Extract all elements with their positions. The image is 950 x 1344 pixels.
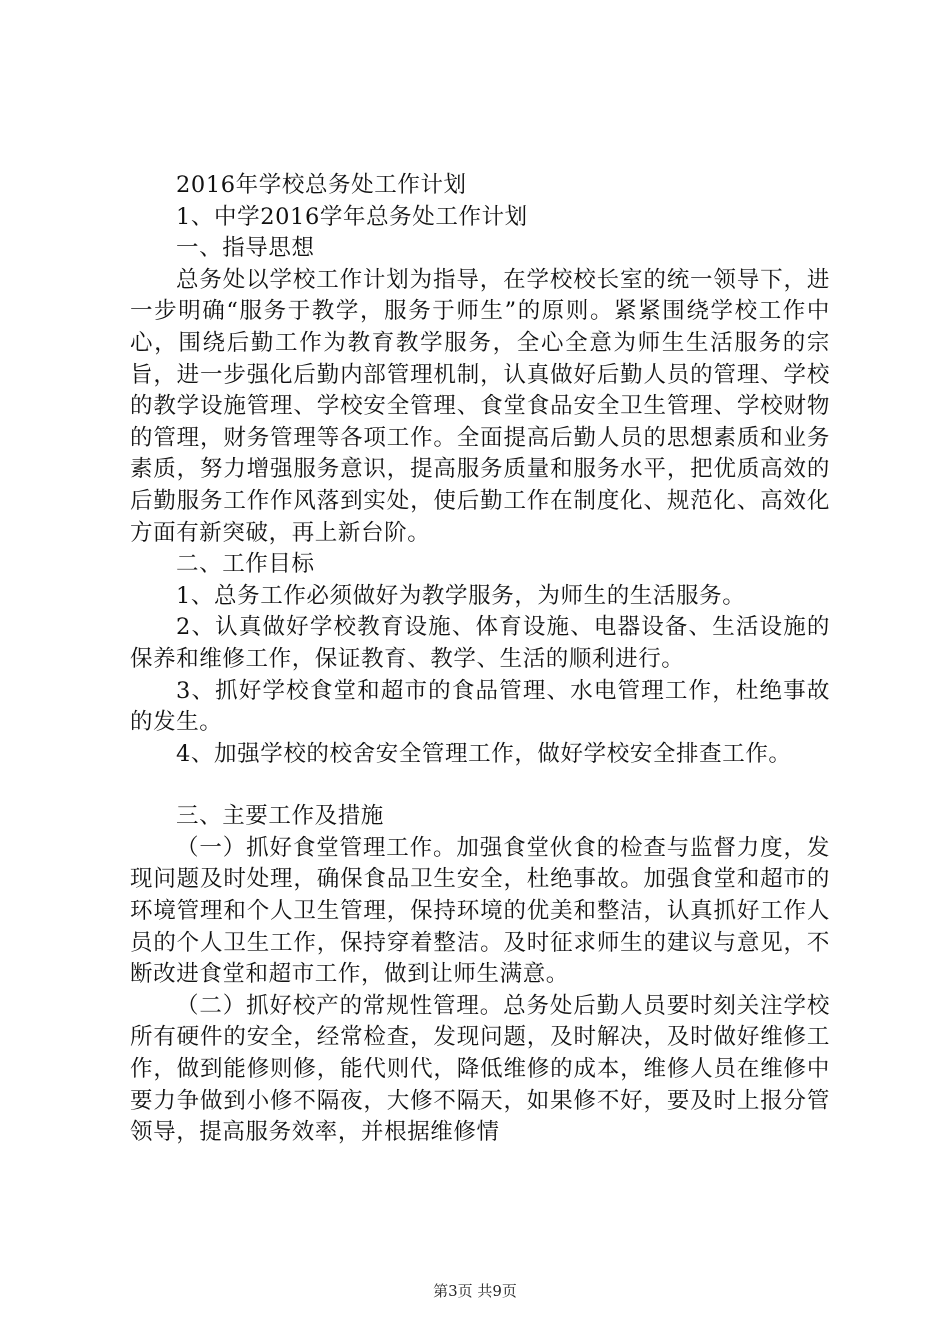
measure-item-2: （二）抓好校产的常规性管理。总务处后勤人员要时刻关注学校所有硬件的安全，经常检查，发现问题，及时解决，及时做好维修工作，做到能修则修，能代则代，降低维修的成本，维修人员在维修中要力争做到小修不隔夜，大修不隔天，如果修不好，要及时上报分管领导，提高服务效率，并根据维修情 — [130, 992, 830, 1146]
document-title: 2016年学校总务处工作计划 — [176, 172, 467, 198]
goal-item-4: 4、加强学校的校舍安全管理工作，做好学校安全排查工作。 — [176, 740, 792, 767]
section-heading-work-goals: 二、工作目标 — [176, 551, 315, 578]
goal-item-2: 2、认真做好学校教育设施、体育设施、电器设备、生活设施的保养和维修工作，保证教育、教学、生活的顺利进行。 — [130, 614, 830, 672]
page-number-footer: 第3页 共9页 — [433, 1282, 517, 1300]
goal-item-1: 1、总务工作必须做好为教学服务，为师生的生活服务。 — [176, 582, 746, 609]
section-heading-main-work: 三、主要工作及措施 — [176, 803, 384, 830]
paragraph-guiding-thought: 总务处以学校工作计划为指导，在学校校长室的统一领导下，进一步明确“服务于教学，服务于师生”的原则。紧紧围绕学校工作中心，围绕后勤工作为教育教学服务，全心全意为师生生活服务的宗旨，进一步强化后勤内部管理机制，认真做好后勤人员的管理、学校的教学设施管理、学校安全管理、食堂食品安全卫生管理、学校财物的管理，财务管理等各项工作。全面提高后勤人员的思想素质和业务素质，努力增强服务意识，提高服务质量和服务水平，把优质高效的后勤服务工作作风落到实处，使后勤工作在制度化、规范化、高效化方面有新突破，再上新台阶。 — [130, 266, 830, 546]
measure-item-1: （一）抓好食堂管理工作。加强食堂伙食的检查与监督力度，发现问题及时处理，确保食品卫生安全，杜绝事故。加强食堂和超市的环境管理和个人卫生管理，保持环境的优美和整洁，认真抓好工作人员的个人卫生工作，保持穿着整洁。及时征求师生的建议与意见，不断改进食堂和超市工作，做到让师生满意。 — [130, 834, 830, 988]
document-body — [130, 170, 830, 1149]
goal-item-3: 3、抓好学校食堂和超市的食品管理、水电管理工作，杜绝事故的发生。 — [130, 677, 830, 736]
document-subtitle: 1、中学2016学年总务处工作计划 — [176, 203, 528, 230]
section-heading-guiding-thought: 一、指导思想 — [176, 235, 315, 262]
